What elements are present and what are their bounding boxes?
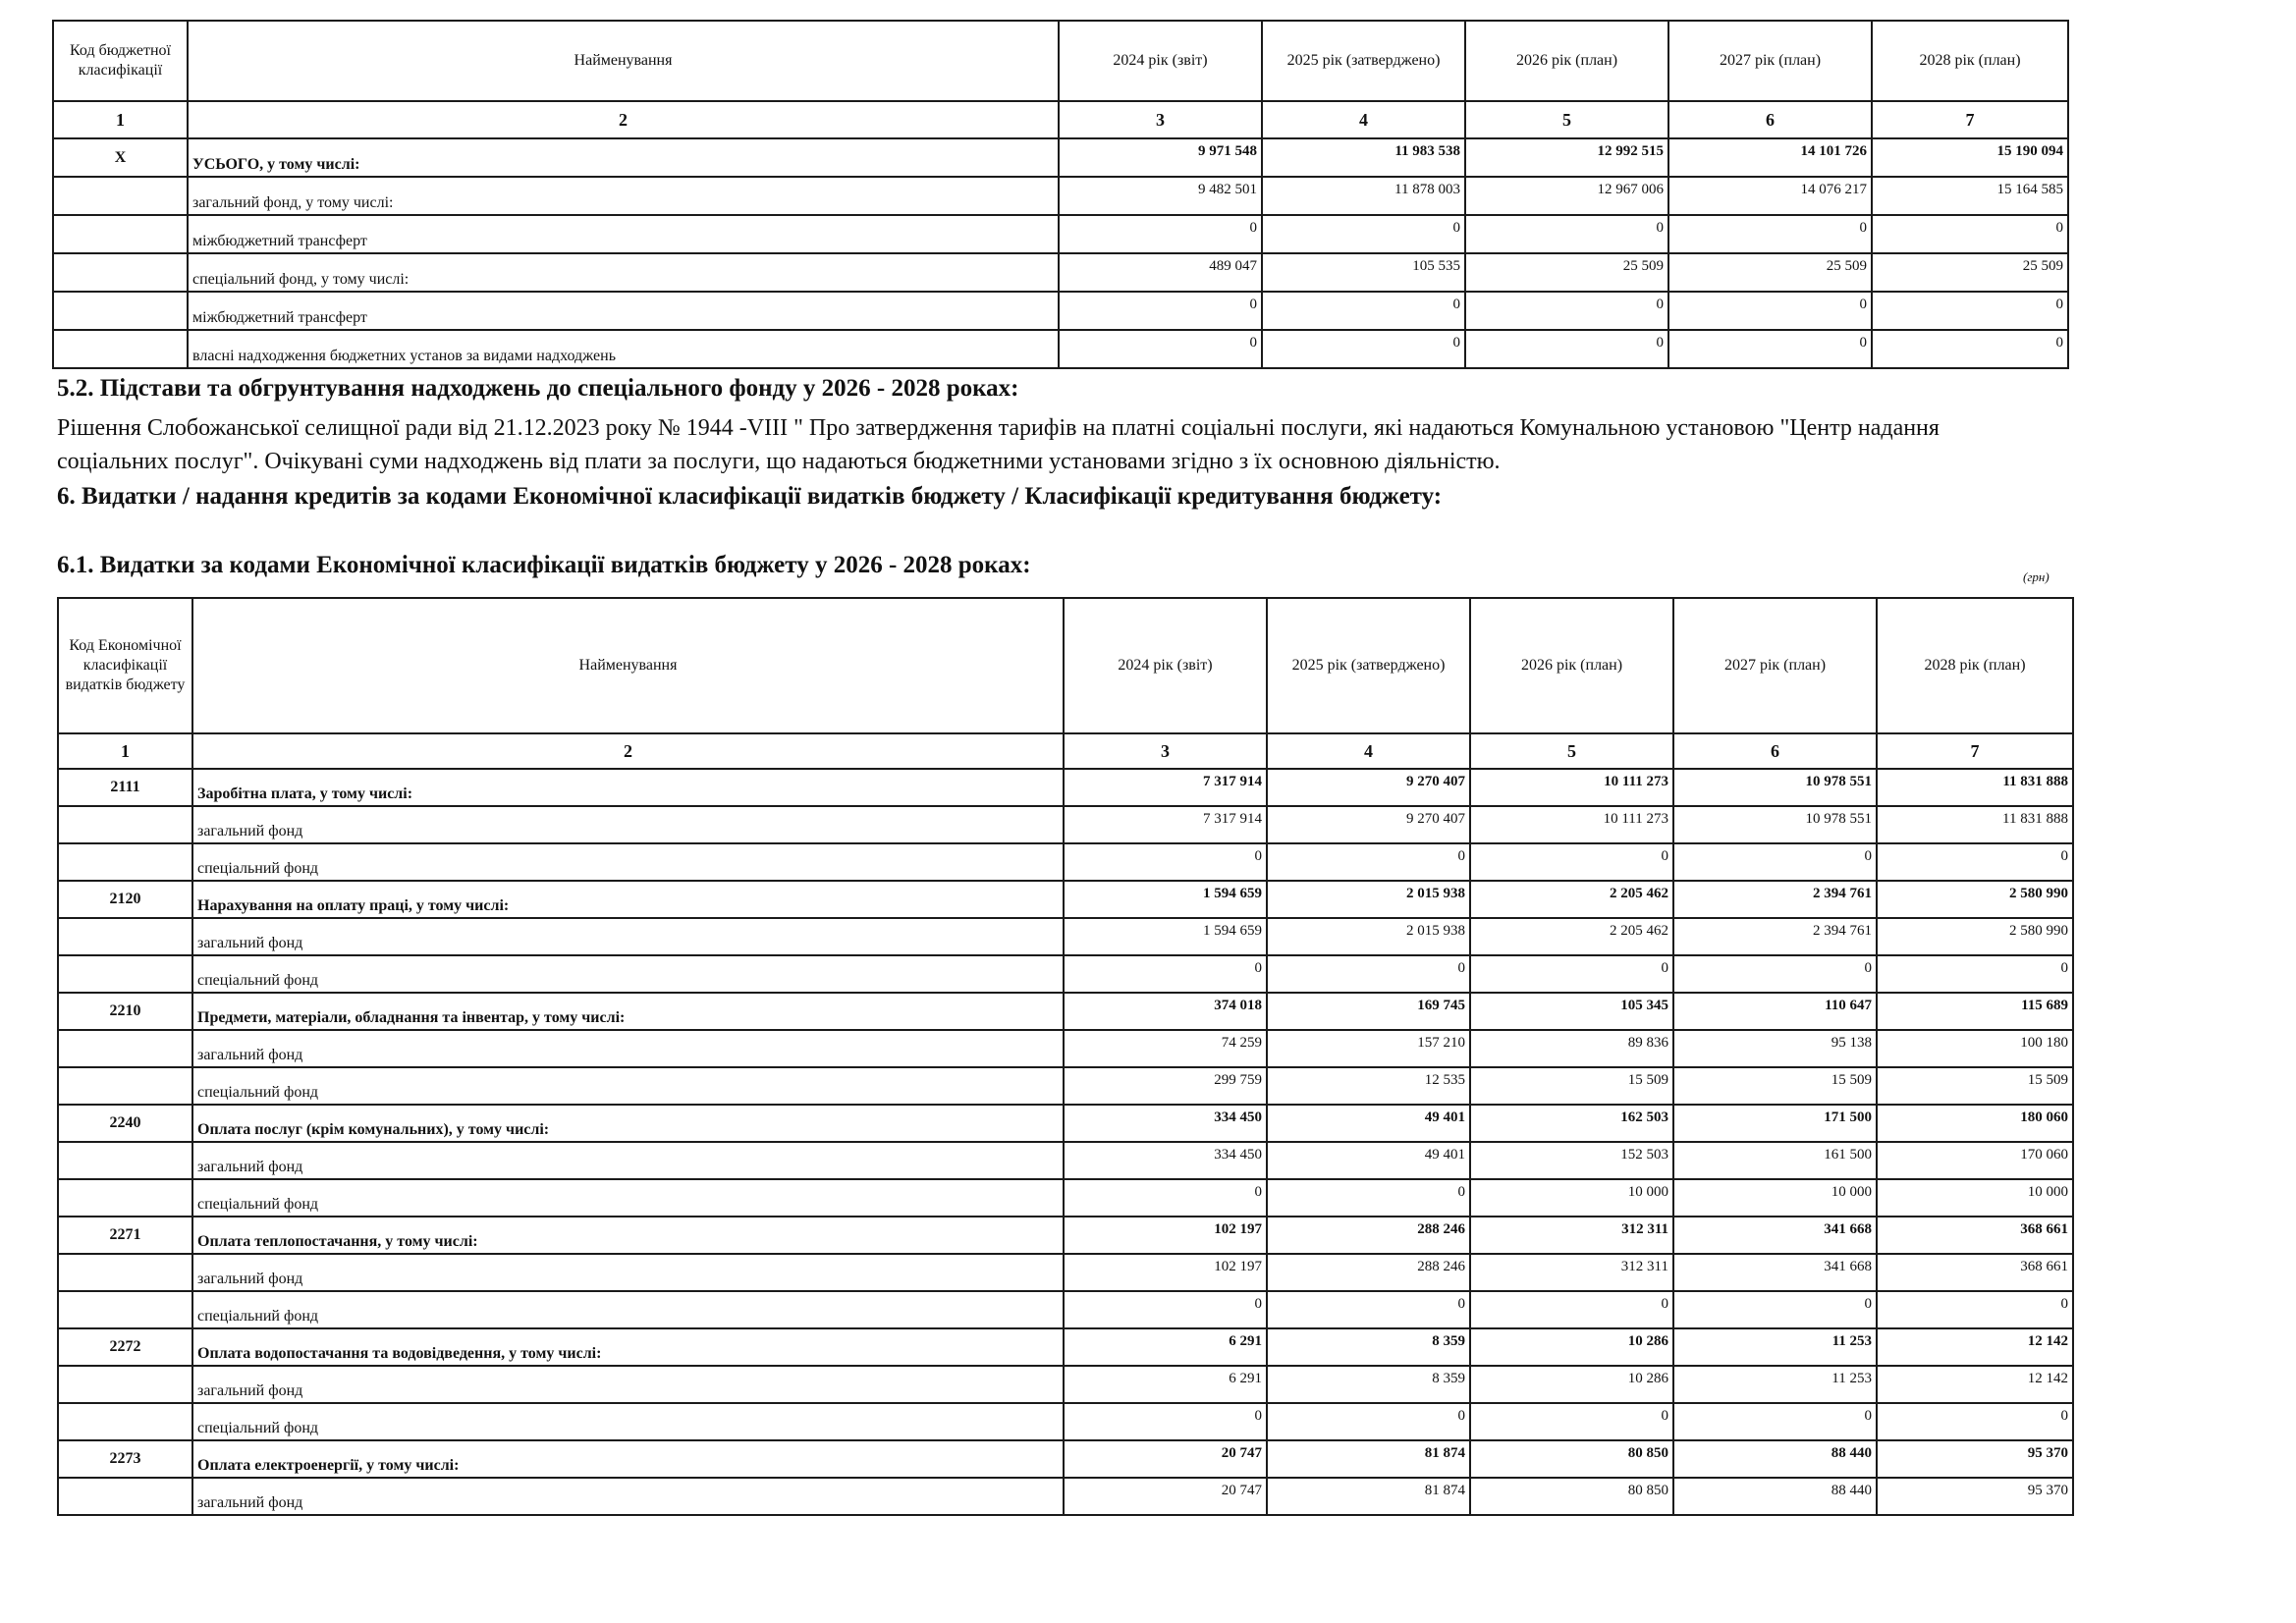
table-row (58, 881, 2073, 918)
value-cell: 115 689 (1877, 993, 2073, 1030)
column-index-row (53, 101, 2068, 138)
value-cell: 2 015 938 (1267, 918, 1470, 955)
value-cell: 15 509 (1673, 1067, 1877, 1105)
name-cell: Оплата електроенергії, у тому числі: (192, 1440, 1064, 1478)
value-cell: 10 978 551 (1673, 806, 1877, 843)
code-cell (58, 955, 192, 993)
code-cell (58, 806, 192, 843)
value-cell: 157 210 (1267, 1030, 1470, 1067)
value-cell: 0 (1470, 1291, 1673, 1328)
table-row (58, 1179, 2073, 1217)
header-cell: 2027 рік (план) (1673, 598, 1877, 733)
value-cell: 288 246 (1267, 1254, 1470, 1291)
value-cell: 10 000 (1673, 1179, 1877, 1217)
value-cell: 2 394 761 (1673, 881, 1877, 918)
value-cell: 368 661 (1877, 1254, 2073, 1291)
value-cell: 88 440 (1673, 1440, 1877, 1478)
table-header-row (58, 598, 2073, 733)
value-cell: 170 060 (1877, 1142, 2073, 1179)
value-cell: 74 259 (1064, 1030, 1267, 1067)
header-cell: 2024 рік (звіт) (1064, 598, 1267, 733)
value-cell: 0 (1673, 955, 1877, 993)
value-cell: 0 (1267, 1179, 1470, 1217)
value-cell: 95 370 (1877, 1440, 2073, 1478)
value-cell: 1 594 659 (1064, 881, 1267, 918)
value-cell: 7 317 914 (1064, 769, 1267, 806)
table-row (58, 806, 2073, 843)
header-cell: 2028 рік (план) (1872, 21, 2068, 101)
value-cell: 10 978 551 (1673, 769, 1877, 806)
code-cell (58, 1030, 192, 1067)
value-cell: 14 101 726 (1668, 138, 1872, 177)
value-cell: 80 850 (1470, 1478, 1673, 1515)
value-cell: 0 (1465, 330, 1668, 368)
name-cell: міжбюджетний трансферт (188, 292, 1059, 330)
value-cell: 11 831 888 (1877, 769, 2073, 806)
code-cell (53, 253, 188, 292)
value-cell: 171 500 (1673, 1105, 1877, 1142)
index-cell: 1 (58, 733, 192, 769)
value-cell: 6 291 (1064, 1366, 1267, 1403)
value-cell: 9 482 501 (1059, 177, 1262, 215)
name-cell: загальний фонд (192, 1254, 1064, 1291)
value-cell: 0 (1267, 1403, 1470, 1440)
value-cell: 95 370 (1877, 1478, 2073, 1515)
value-cell: 10 286 (1470, 1366, 1673, 1403)
index-cell: 5 (1470, 733, 1673, 769)
code-cell (58, 1067, 192, 1105)
value-cell: 0 (1267, 1291, 1470, 1328)
table-row (58, 918, 2073, 955)
value-cell: 0 (1877, 1291, 2073, 1328)
column-index-row (58, 733, 2073, 769)
code-cell (53, 215, 188, 253)
value-cell: 9 971 548 (1059, 138, 1262, 177)
code-cell (58, 918, 192, 955)
currency-unit-label: (грн) (2023, 569, 2050, 584)
value-cell: 169 745 (1267, 993, 1470, 1030)
value-cell: 2 580 990 (1877, 881, 2073, 918)
value-cell: 334 450 (1064, 1105, 1267, 1142)
code-cell (58, 1254, 192, 1291)
table-row (58, 1105, 2073, 1142)
value-cell: 105 535 (1262, 253, 1465, 292)
name-cell: загальний фонд (192, 1142, 1064, 1179)
value-cell: 12 992 515 (1465, 138, 1668, 177)
value-cell: 15 509 (1877, 1067, 2073, 1105)
value-cell: 25 509 (1872, 253, 2068, 292)
value-cell: 102 197 (1064, 1217, 1267, 1254)
header-cell: 2025 рік (затверджено) (1267, 598, 1470, 733)
value-cell: 0 (1668, 292, 1872, 330)
name-cell: спеціальний фонд (192, 1291, 1064, 1328)
header-cell: Найменування (188, 21, 1059, 101)
value-cell: 341 668 (1673, 1217, 1877, 1254)
value-cell: 341 668 (1673, 1254, 1877, 1291)
value-cell: 8 359 (1267, 1328, 1470, 1366)
table-row (58, 769, 2073, 806)
table-row (53, 330, 2068, 368)
value-cell: 105 345 (1470, 993, 1673, 1030)
value-cell: 10 000 (1470, 1179, 1673, 1217)
value-cell: 12 967 006 (1465, 177, 1668, 215)
value-cell: 0 (1877, 1403, 2073, 1440)
code-cell (53, 330, 188, 368)
table-header-row (53, 21, 2068, 101)
value-cell: 0 (1673, 843, 1877, 881)
name-cell: спеціальний фонд, у тому числі: (188, 253, 1059, 292)
index-cell: 7 (1872, 101, 2068, 138)
value-cell: 0 (1262, 292, 1465, 330)
value-cell: 102 197 (1064, 1254, 1267, 1291)
value-cell: 12 142 (1877, 1366, 2073, 1403)
index-cell: 4 (1262, 101, 1465, 138)
value-cell: 0 (1872, 330, 2068, 368)
index-cell: 2 (192, 733, 1064, 769)
header-cell: Код бюджетної класифікації (53, 21, 188, 101)
table-row (58, 1440, 2073, 1478)
name-cell: загальний фонд, у тому числі: (188, 177, 1059, 215)
name-cell: загальний фонд (192, 1366, 1064, 1403)
value-cell: 10 286 (1470, 1328, 1673, 1366)
value-cell: 0 (1059, 292, 1262, 330)
index-cell: 6 (1668, 101, 1872, 138)
value-cell: 11 983 538 (1262, 138, 1465, 177)
table-row (58, 843, 2073, 881)
value-cell: 49 401 (1267, 1142, 1470, 1179)
value-cell: 81 874 (1267, 1478, 1470, 1515)
value-cell: 11 253 (1673, 1328, 1877, 1366)
code-cell (58, 1179, 192, 1217)
table-row (53, 253, 2068, 292)
value-cell: 15 190 094 (1872, 138, 2068, 177)
value-cell: 20 747 (1064, 1478, 1267, 1515)
section-6-1-heading: 6.1. Видатки за кодами Економічної класифікації видатків бюджету у 2026 - 2028 роках: (57, 552, 1031, 578)
value-cell: 0 (1673, 1291, 1877, 1328)
name-cell: власні надходження бюджетних установ за видами надходжень (188, 330, 1059, 368)
name-cell: спеціальний фонд (192, 955, 1064, 993)
code-cell: 2272 (58, 1328, 192, 1366)
value-cell: 0 (1673, 1403, 1877, 1440)
value-cell: 152 503 (1470, 1142, 1673, 1179)
value-cell: 0 (1262, 330, 1465, 368)
section-6-heading: 6. Видатки / надання кредитів за кодами Економічної класифікації видатків бюджету / Класифікації кредитування бюджету: (57, 483, 1443, 510)
value-cell: 0 (1267, 955, 1470, 993)
table-row (58, 993, 2073, 1030)
code-cell: 2240 (58, 1105, 192, 1142)
index-cell: 1 (53, 101, 188, 138)
value-cell: 0 (1470, 1403, 1673, 1440)
code-cell: 2273 (58, 1440, 192, 1478)
name-cell: спеціальний фонд (192, 1067, 1064, 1105)
value-cell: 180 060 (1877, 1105, 2073, 1142)
value-cell: 49 401 (1267, 1105, 1470, 1142)
code-cell (58, 1366, 192, 1403)
name-cell: загальний фонд (192, 918, 1064, 955)
value-cell: 2 015 938 (1267, 881, 1470, 918)
index-cell: 7 (1877, 733, 2073, 769)
name-cell: міжбюджетний трансферт (188, 215, 1059, 253)
value-cell: 1 594 659 (1064, 918, 1267, 955)
table-row (58, 955, 2073, 993)
header-cell: 2025 рік (затверджено) (1262, 21, 1465, 101)
name-cell: Оплата теплопостачання, у тому числі: (192, 1217, 1064, 1254)
value-cell: 15 164 585 (1872, 177, 2068, 215)
index-cell: 4 (1267, 733, 1470, 769)
value-cell: 374 018 (1064, 993, 1267, 1030)
value-cell: 0 (1465, 215, 1668, 253)
value-cell: 95 138 (1673, 1030, 1877, 1067)
header-cell: 2026 рік (план) (1465, 21, 1668, 101)
value-cell: 312 311 (1470, 1254, 1673, 1291)
code-cell (58, 843, 192, 881)
value-cell: 9 270 407 (1267, 806, 1470, 843)
value-cell: 100 180 (1877, 1030, 2073, 1067)
value-cell: 2 394 761 (1673, 918, 1877, 955)
value-cell: 2 580 990 (1877, 918, 2073, 955)
name-cell: Оплата послуг (крім комунальних), у тому числі: (192, 1105, 1064, 1142)
value-cell: 25 509 (1465, 253, 1668, 292)
name-cell: загальний фонд (192, 806, 1064, 843)
index-cell: 5 (1465, 101, 1668, 138)
value-cell: 2 205 462 (1470, 918, 1673, 955)
name-cell: Заробітна плата, у тому числі: (192, 769, 1064, 806)
index-cell: 3 (1064, 733, 1267, 769)
value-cell: 6 291 (1064, 1328, 1267, 1366)
name-cell: Оплата водопостачання та водовідведення, у тому числі: (192, 1328, 1064, 1366)
name-cell: загальний фонд (192, 1478, 1064, 1515)
code-cell: 2210 (58, 993, 192, 1030)
value-cell: 14 076 217 (1668, 177, 1872, 215)
name-cell: спеціальний фонд (192, 1179, 1064, 1217)
value-cell: 0 (1465, 292, 1668, 330)
value-cell: 0 (1064, 1403, 1267, 1440)
table-row (58, 1291, 2073, 1328)
code-cell (58, 1478, 192, 1515)
value-cell: 110 647 (1673, 993, 1877, 1030)
value-cell: 312 311 (1470, 1217, 1673, 1254)
value-cell: 11 253 (1673, 1366, 1877, 1403)
code-cell: 2271 (58, 1217, 192, 1254)
value-cell: 10 111 273 (1470, 806, 1673, 843)
section-5-2-heading: 5.2. Підстави та обгрунтування надходжень до спеціального фонду у 2026 - 2028 роках: (57, 375, 1019, 402)
value-cell: 489 047 (1059, 253, 1262, 292)
value-cell: 89 836 (1470, 1030, 1673, 1067)
value-cell: 0 (1872, 215, 2068, 253)
code-cell (53, 292, 188, 330)
table-row (58, 1328, 2073, 1366)
value-cell: 0 (1877, 955, 2073, 993)
name-cell: спеціальний фонд (192, 843, 1064, 881)
value-cell: 8 359 (1267, 1366, 1470, 1403)
value-cell: 0 (1668, 215, 1872, 253)
index-cell: 6 (1673, 733, 1877, 769)
code-cell (58, 1403, 192, 1440)
name-cell: Нарахування на оплату праці, у тому числі: (192, 881, 1064, 918)
index-cell: 2 (188, 101, 1059, 138)
code-cell: 2120 (58, 881, 192, 918)
table-row (58, 1478, 2073, 1515)
value-cell: 80 850 (1470, 1440, 1673, 1478)
value-cell: 0 (1470, 955, 1673, 993)
section-5-2-text-line-2: соціальних послуг". Очікувані суми надходжень від плати за послуги, що надаються бюджетними установами згідно з їх основною діяльністю. (57, 449, 1501, 474)
value-cell: 162 503 (1470, 1105, 1673, 1142)
code-cell (53, 177, 188, 215)
value-cell: 299 759 (1064, 1067, 1267, 1105)
name-cell: Предмети, матеріали, обладнання та інвентар, у тому числі: (192, 993, 1064, 1030)
header-cell: Найменування (192, 598, 1064, 733)
code-cell: X (53, 138, 188, 177)
value-cell: 0 (1064, 1291, 1267, 1328)
value-cell: 0 (1064, 843, 1267, 881)
value-cell: 9 270 407 (1267, 769, 1470, 806)
table-row (53, 292, 2068, 330)
table-row (58, 1142, 2073, 1179)
header-cell: 2028 рік (план) (1877, 598, 2073, 733)
header-cell: 2026 рік (план) (1470, 598, 1673, 733)
value-cell: 368 661 (1877, 1217, 2073, 1254)
value-cell: 10 000 (1877, 1179, 2073, 1217)
value-cell: 12 142 (1877, 1328, 2073, 1366)
value-cell: 0 (1470, 843, 1673, 881)
value-cell: 0 (1059, 215, 1262, 253)
value-cell: 0 (1668, 330, 1872, 368)
value-cell: 2 205 462 (1470, 881, 1673, 918)
value-cell: 288 246 (1267, 1217, 1470, 1254)
value-cell: 7 317 914 (1064, 806, 1267, 843)
value-cell: 12 535 (1267, 1067, 1470, 1105)
code-cell (58, 1291, 192, 1328)
code-cell: 2111 (58, 769, 192, 806)
value-cell: 25 509 (1668, 253, 1872, 292)
name-cell: загальний фонд (192, 1030, 1064, 1067)
revenue-table (52, 20, 2069, 369)
value-cell: 11 878 003 (1262, 177, 1465, 215)
code-cell (58, 1142, 192, 1179)
index-cell: 3 (1059, 101, 1262, 138)
table-row (53, 138, 2068, 177)
value-cell: 0 (1059, 330, 1262, 368)
value-cell: 88 440 (1673, 1478, 1877, 1515)
value-cell: 20 747 (1064, 1440, 1267, 1478)
section-5-2-text-line-1: Рішення Слобожанської селищної ради від 21.12.2023 року № 1944 -VIII " Про затвердження тарифів на платні соціальні послуги, які надаються Комунальною установою "Центр надання (57, 415, 1940, 441)
value-cell: 10 111 273 (1470, 769, 1673, 806)
table-row (58, 1030, 2073, 1067)
table-row (53, 215, 2068, 253)
name-cell: спеціальний фонд (192, 1403, 1064, 1440)
value-cell: 0 (1877, 843, 2073, 881)
header-cell: Код Економічної класифікації видатків бюджету (58, 598, 192, 733)
table-row (53, 177, 2068, 215)
table-row (58, 1217, 2073, 1254)
table-row (58, 1254, 2073, 1291)
expenditure-table (57, 597, 2074, 1516)
value-cell: 0 (1064, 1179, 1267, 1217)
value-cell: 334 450 (1064, 1142, 1267, 1179)
value-cell: 15 509 (1470, 1067, 1673, 1105)
value-cell: 0 (1064, 955, 1267, 993)
name-cell: УСЬОГО, у тому числі: (188, 138, 1059, 177)
value-cell: 161 500 (1673, 1142, 1877, 1179)
header-cell: 2027 рік (план) (1668, 21, 1872, 101)
value-cell: 81 874 (1267, 1440, 1470, 1478)
value-cell: 0 (1872, 292, 2068, 330)
table-row (58, 1067, 2073, 1105)
value-cell: 0 (1267, 843, 1470, 881)
value-cell: 0 (1262, 215, 1465, 253)
value-cell: 11 831 888 (1877, 806, 2073, 843)
table-row (58, 1366, 2073, 1403)
table-row (58, 1403, 2073, 1440)
header-cell: 2024 рік (звіт) (1059, 21, 1262, 101)
